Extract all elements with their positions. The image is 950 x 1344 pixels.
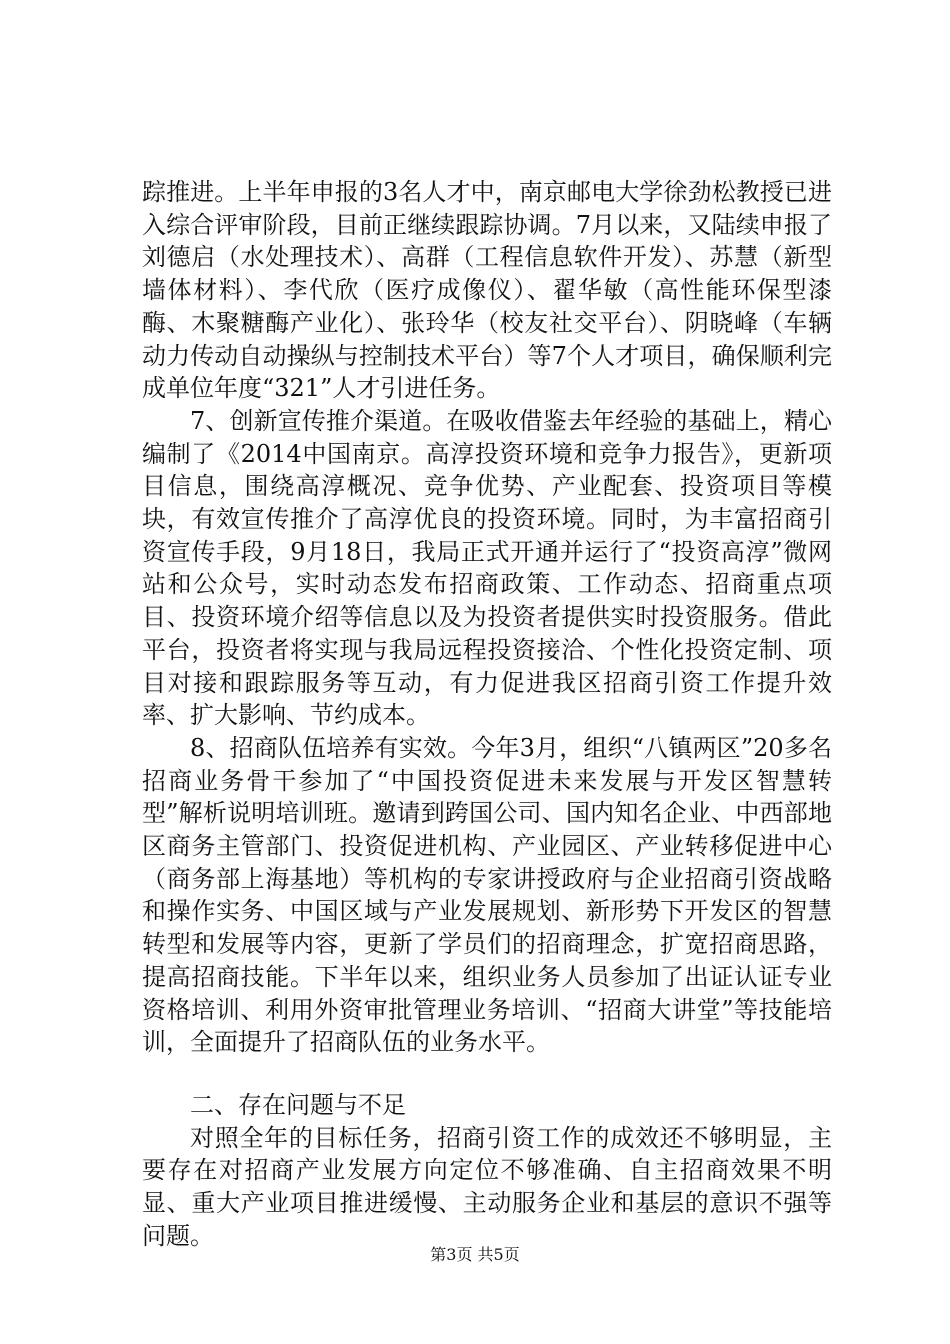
- document-body: [142, 176, 832, 1253]
- paragraph-team-training: 8、招商队伍培养有实效。今年3月，组织“八镇两区”20多名招商业务骨干参加了“中国投资促进未来发展与开发区智慧转型”解析说明培训班。邀请到跨国公司、国内知名企业、中西部地区商务主管部门、投资促进机构、产业园区、产业转移促进中心（商务部上海基地）等机构的专家讲授政府与企业招商引资战略和操作实务、中国区域与产业发展规划、新形势下开发区的智慧转型和发展等内容，更新了学员们的招商理念，扩宽招商思路，提高招商技能。下半年以来，组织业务人员参加了出证认证专业资格培训、利用外资审批管理业务培训、“招商大讲堂”等技能培训，全面提升了招商队伍的业务水平。: [142, 733, 832, 1057]
- paragraph-talent-projects: 踪推进。上半年申报的3名人才中，南京邮电大学徐劲松教授已进入综合评审阶段，目前正继续跟踪协调。7月以来，又陆续申报了刘德启（水处理技术）、高群（工程信息软件开发）、苏慧（新型墙体材料）、李代欣（医疗成像仪）、翟华敏（高性能环保型漆酶、木聚糖酶产业化）、张玲华（校友社交平台）、阴晓峰（车辆动力传动自动操纵与控制技术平台）等7个人才项目，确保顺利完成单位年度“321”人才引进任务。: [142, 178, 832, 403]
- section-heading-problems: 二、存在问题与不足: [190, 1090, 406, 1119]
- page-number-footer: 第3页 共5页: [430, 1245, 520, 1264]
- paragraph-publicity-channels: 7、创新宣传推介渠道。在吸收借鉴去年经验的基础上，精心编制了《2014中国南京。高淳投资环境和竞争力报告》，更新项目信息，围绕高淳概况、竞争优势、产业配套、投资项目等模块，有效宣传推介了高淳优良的投资环境。同时，为丰富招商引资宣传手段，9月18日，我局正式开通并运行了“投资高淳”微网站和公众号，实时动态发布招商政策、工作动态、招商重点项目、投资环境介绍等信息以及为投资者提供实时投资服务。借此平台，投资者将实现与我局远程投资接洽、个性化投资定制、项目对接和跟踪服务等互动，有力促进我区招商引资工作提升效率、扩大影响、节约成本。: [142, 406, 832, 730]
- section-spacer: [142, 1059, 832, 1089]
- paragraph-problems: 对照全年的目标任务，招商引资工作的成效还不够明显，主要存在对招商产业发展方向定位不够准确、自主招商效果不明显、重大产业项目推进缓慢、主动服务企业和基层的意识不强等问题。: [142, 1123, 832, 1250]
